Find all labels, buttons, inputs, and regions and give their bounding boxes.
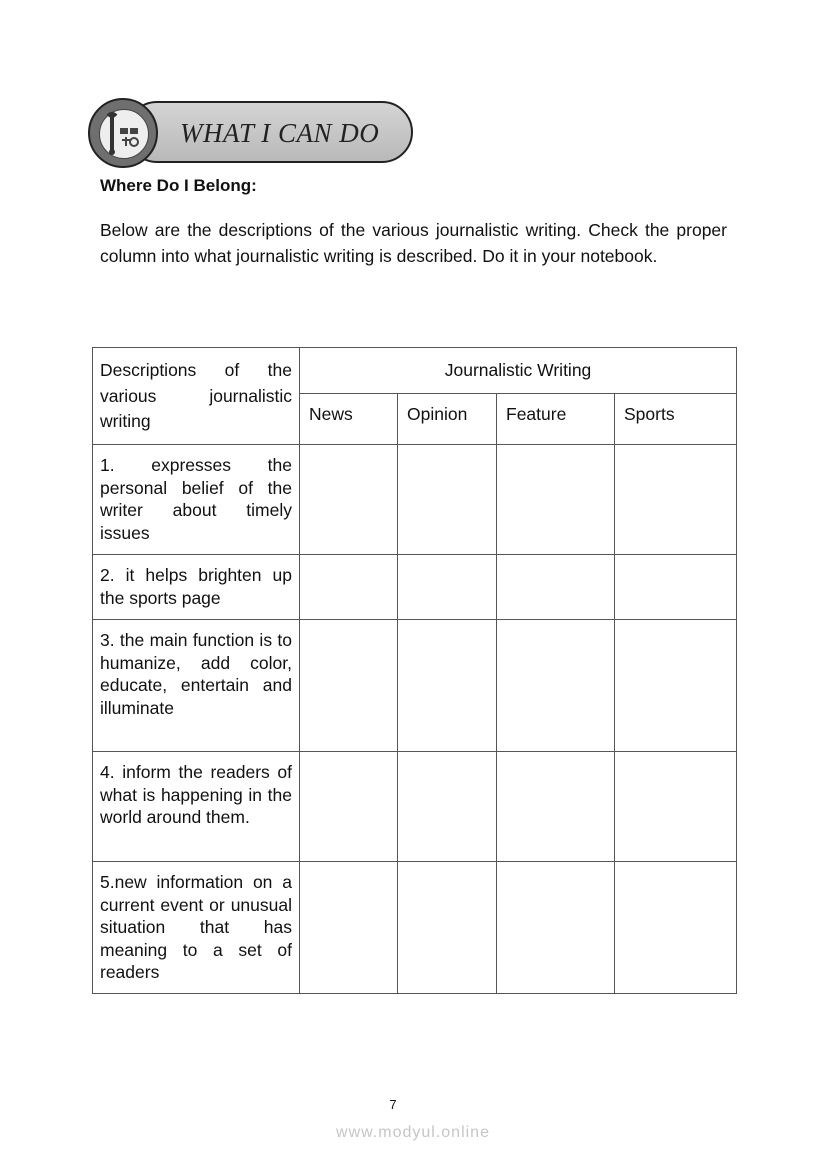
table-row <box>93 620 737 752</box>
page-number: 7 <box>389 1097 397 1112</box>
answer-cell-news <box>300 620 398 752</box>
section-banner <box>88 98 415 168</box>
answer-cell-sports <box>615 445 737 555</box>
answer-cell-feature <box>497 862 615 994</box>
answer-cell-sports <box>615 620 737 752</box>
column-header-opinion: Opinion <box>398 394 497 445</box>
answer-cell-feature <box>497 752 615 862</box>
answer-cell-sports <box>615 862 737 994</box>
answer-cell-news <box>300 555 398 620</box>
tools-icon <box>88 98 158 168</box>
answer-cell-opinion <box>398 555 497 620</box>
row-description: 2. it helps brighten up the sports page <box>93 555 300 620</box>
journalistic-writing-table <box>92 347 737 994</box>
table-row <box>93 445 737 555</box>
table-row <box>93 862 737 994</box>
column-header-feature: Feature <box>497 394 615 445</box>
answer-cell-sports <box>615 555 737 620</box>
answer-cell-opinion <box>398 445 497 555</box>
journalistic-writing-header: Journalistic Writing <box>300 348 737 394</box>
instructions: Below are the descriptions of the various journalistic writing. Check the proper column into what journalistic writing is described. Do it in your notebook. <box>100 220 727 266</box>
answer-cell-news <box>300 752 398 862</box>
answer-cell-opinion <box>398 620 497 752</box>
answer-cell-opinion <box>398 752 497 862</box>
descriptions-header: Descriptions of the various journalistic writing <box>93 348 300 445</box>
answer-cell-sports <box>615 752 737 862</box>
answer-cell-news <box>300 445 398 555</box>
column-header-sports: Sports <box>615 394 737 445</box>
column-header-news: News <box>300 394 398 445</box>
banner-title: WHAT I CAN DO <box>180 118 380 148</box>
row-description: 5.new information on a current event or unusual situation that has meaning to a set of readers <box>93 862 300 994</box>
answer-cell-feature <box>497 445 615 555</box>
answer-cell-news <box>300 862 398 994</box>
answer-cell-feature <box>497 620 615 752</box>
table-row <box>93 555 737 620</box>
activity-title: Where Do I Belong: <box>100 176 257 195</box>
row-description: 4. inform the readers of what is happening in the world around them. <box>93 752 300 862</box>
row-description: 3. the main function is to humanize, add color, educate, entertain and illuminate <box>93 620 300 752</box>
row-description: 1. expresses the personal belief of the writer about timely issues <box>93 445 300 555</box>
watermark: www.modyul.online <box>336 1124 490 1141</box>
table-row <box>93 752 737 862</box>
answer-cell-opinion <box>398 862 497 994</box>
answer-cell-feature <box>497 555 615 620</box>
